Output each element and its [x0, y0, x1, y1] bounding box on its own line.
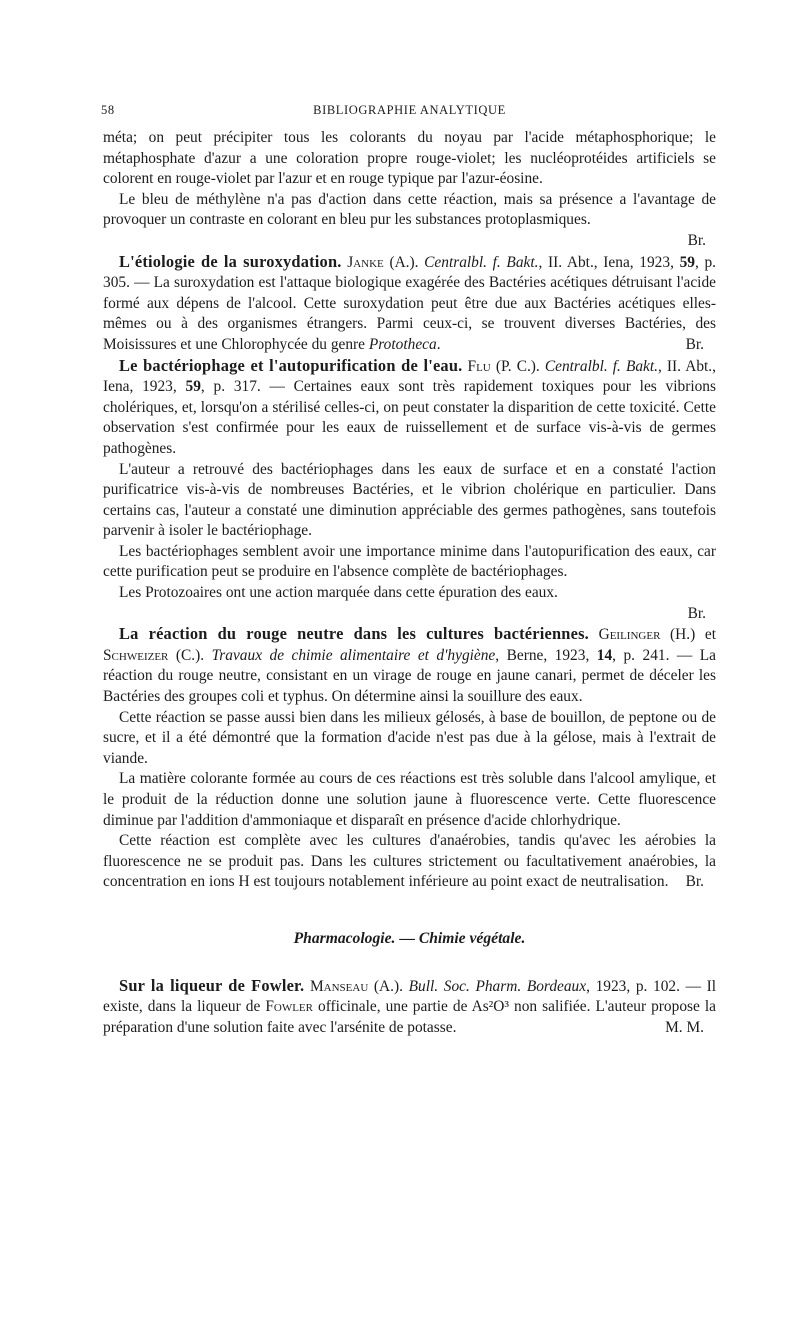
entry4-title: Sur la liqueur de Fowler.	[119, 975, 305, 995]
entry3-text: La réaction du rouge neutre, consistant en un virage de rouge en jaune canari, permet de déceler les Bactéries des groupes coli et typhus. On détermine ainsi la souillure des eaux.	[103, 646, 717, 706]
running-title: BIBLIOGRAPHIE ANALYTIQUE	[313, 103, 506, 117]
entry2-reference: , II. Abt., Iena, 1923,	[103, 357, 716, 396]
entry2-volume: 59	[185, 378, 201, 396]
entry1-end: .	[436, 335, 441, 353]
entry3-abstract	[103, 624, 716, 707]
entry1-reference: , II. Abt., Iena, 1923,	[538, 253, 680, 271]
entry3-paragraph-4	[103, 831, 716, 893]
entry4-text-1: Il existe, dans la liqueur de	[103, 977, 716, 1016]
entry4-text-2: officinale, une partie de As²O³ non salifiée. L'auteur propose la préparation d'une solution faite avec l'arsénite de potasse.	[103, 998, 716, 1036]
entry2-signature: Br.	[687, 604, 706, 622]
page-number: 58	[101, 103, 115, 117]
entry3-paragraph-2: Cette réaction se passe aussi bien dans les milieux gélosés, à base de bouillon, de peptone ou de sucre, et il a été démontré que la formation d'acide n'est pas due à la gélose, mais à l'extrait de viande.	[103, 708, 716, 767]
section-heading: Pharmacologie. — Chimie végétale.	[293, 929, 526, 947]
entry3-pages: , p. 241. —	[612, 646, 700, 664]
entry1-text: La suroxydation est l'attaque biologique exagérée des Bactéries acétiques détruisant l'acide formé aux dépens de l'alcool. Cette suroxydation peut être due aux Bactéries acétiques elles-mêmes ou à des organismes étrangers. Parmi ceux-ci, se trouvent diverses Bactéries, des Moisissures et une Chlorophycée du genre	[103, 274, 716, 353]
entry4-signature: M. M.	[665, 1018, 704, 1036]
entry2-abstract	[103, 356, 716, 460]
entry2-author: Flu	[467, 357, 491, 375]
entry2-paragraph-2: L'auteur a retrouvé des bactériophages dans les eaux de surface et en a constaté l'action purificatrice vis-à-vis de nombreuses Bactéries, et le vibrion cholérique en particulier. Dans certains cas, l'auteur a constaté une diminution appréciable des germes pathogènes, sans toutefois parvenir à isoler le bactériophage.	[103, 460, 716, 540]
entry3-title: La réaction du rouge neutre dans les cultures bactériennes.	[119, 624, 589, 644]
entry3-paragraph-4-text: Cette réaction est complète avec les cultures d'anaérobies, tandis qu'avec les aérobies la fluorescence ne se produit pas. Dans les cultures strictement ou facultativement anaérobies, la concentration en ions H est toujours notablement inférieure au point exact de neutralisation.	[103, 832, 716, 891]
entry4-abstract	[103, 976, 716, 1039]
entry1-signature: Br.	[685, 335, 704, 353]
entry2-title: Le bactériophage et l'autopurification de l'eau.	[119, 355, 463, 375]
entry1-title: L'étiologie de la suroxydation.	[119, 251, 342, 271]
entry3-paragraph-3: La matière colorante formée au cours de ces réactions est très soluble dans l'alcool amylique, et le produit de la réduction donne une solution jaune à fluorescence verte. Cette fluorescence diminue par l'addition d'ammoniaque et disparaît en présence d'acide chlorhydrique.	[103, 770, 716, 829]
entry0-signature: Br.	[687, 231, 706, 249]
entry2-text: Certaines eaux sont très rapidement toxiques pour les vibrions cholériques, et, lorsqu'on a stérilisé celles-ci, on peut constater la disparition de cette toxicité. Cette observation s'est confirmée pour les eaux de ruissellement et de surface vis-à-vis de germes pathogènes.	[103, 378, 716, 457]
entry1-author-initials: (A.).	[389, 253, 419, 271]
entry2-author-initials: (P. C.).	[495, 357, 540, 375]
entry1-author: Janke	[347, 253, 384, 271]
entry0-paragraph-2	[103, 190, 716, 231]
entry1-abstract	[103, 252, 716, 356]
entry2-pages: , p. 317. —	[200, 378, 294, 396]
entry3-journal: Travaux de chimie alimentaire et d'hygiène	[211, 646, 496, 664]
entry4-author-initials: (A.).	[373, 977, 403, 995]
entry3-author-2: Schweizer	[103, 646, 169, 664]
entry3-signature: Br.	[685, 873, 704, 891]
entry2-journal: Centralbl. f. Bakt.	[544, 357, 658, 375]
running-header	[103, 98, 716, 120]
entry1-volume: 59	[679, 253, 695, 271]
entry3-reference: , Berne, 1923,	[495, 646, 597, 664]
entry2-paragraph-4: Les Protozoaires ont une action marquée dans cette épuration des eaux.	[119, 584, 558, 602]
entry0-paragraph-1: méta; on peut précipiter tous les colorants du noyau par l'acide métaphosphorique; le métaphosphate d'azur a une coloration propre rouge-violet; les nucléoprotéides artificiels se colorent en rouge-violet par l'azur et en rouge typique par l'azur-éosine.	[103, 129, 716, 188]
entry1-genus: Prototheca	[368, 335, 437, 353]
entry0-paragraph-2-text: Le bleu de méthylène n'a pas d'action dans cette réaction, mais sa présence a l'avantage de provoquer un contraste en colorant en bleu pur les substances protoplasmiques.	[103, 190, 716, 229]
entry4-journal: Bull. Soc. Pharm. Bordeaux	[408, 977, 587, 995]
entry1-journal: Centralbl. f. Bakt.	[424, 253, 539, 271]
page	[103, 98, 716, 1038]
entry3-author-2-initials: (C.).	[175, 646, 205, 664]
entry3-author-1-initials: (H.) et	[670, 626, 716, 644]
entry1-pages: , p. 305. —	[103, 253, 716, 292]
entry2-paragraph-3: Les bactériophages semblent avoir une importance minime dans l'autopurification des eaux, car cette purification peut se produire en l'absence complète de bactériophages.	[103, 542, 716, 581]
entry4-author: Manseau	[309, 977, 369, 995]
entry3-author-1: Geilinger	[598, 626, 661, 644]
entry4-reference: , 1923, p. 102. —	[586, 977, 707, 995]
entry4-fowler: Fowler	[265, 998, 313, 1016]
entry3-volume: 14	[596, 646, 613, 664]
